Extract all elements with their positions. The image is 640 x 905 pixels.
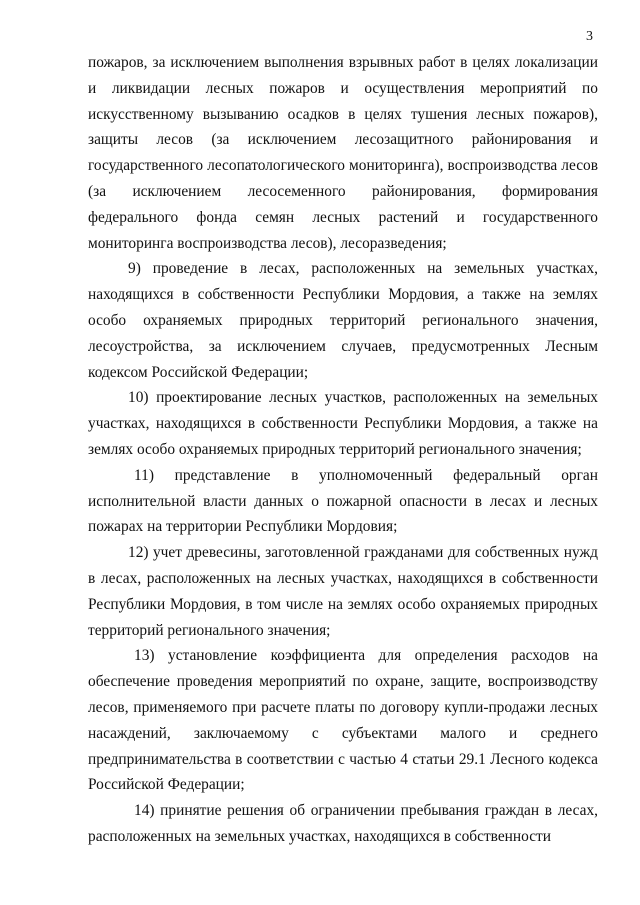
- page-number: 3: [586, 29, 593, 44]
- paragraph-item-12: 12) учет древесины, заготовленной гражданами для собственных нужд в лесах, расположенных на лесных участках, находящихся в собственности Республики Мордовия, в том числе на землях особо охраняемых природных территорий регионального значения;: [88, 544, 598, 639]
- paragraph-item-9: 9) проведение в лесах, расположенных на земельных участках, находящихся в собственности Республики Мордовия, а также на землях особо охраняемых природных территорий регионального значения, лесоустройства, за исключением случаев, предусмотренных Лесным кодексом Российской Федерации;: [88, 260, 598, 381]
- paragraph-item-14: 14) принятие решения об ограничении пребывания граждан в лесах, расположенных на земельных участках, находящихся в собственности: [88, 802, 598, 845]
- paragraph-continuation: пожаров, за исключением выполнения взрывных работ в целях локализации и ликвидации лесных пожаров и осуществления мероприятий по искусственному вызыванию осадков в целях тушения лесных пожаров), защиты лесов (за исключением лесозащитного районирования и государственного лесопатологического мониторинга), воспроизводства лесов (за исключением лесосеменного районирования, формирования федерального фонда семян лесных растений и государственного мониторинга воспроизводства лесов), лесоразведения;: [88, 54, 598, 252]
- document-body: [88, 50, 598, 850]
- paragraph-item-11: 11) представление в уполномоченный федеральный орган исполнительной власти данных о пожарной опасности в лесах и лесных пожарах на территории Республики Мордовия;: [88, 466, 598, 536]
- paragraph-item-10: 10) проектирование лесных участков, расположенных на земельных участках, находящихся в собственности Республики Мордовия, а также на землях особо охраняемых природных территорий регионального значения;: [88, 389, 598, 458]
- paragraph-item-13: 13) установление коэффициента для определения расходов на обеспечение проведения мероприятий по охране, защите, воспроизводству лесов, применяемого при расчете платы по договору купли-продажи лесных насаждений, заключаемому с субъектами малого и среднего предпринимательства в соответствии с частью 4 статьи 29.1 Лесного кодекса Российской Федерации;: [88, 647, 598, 794]
